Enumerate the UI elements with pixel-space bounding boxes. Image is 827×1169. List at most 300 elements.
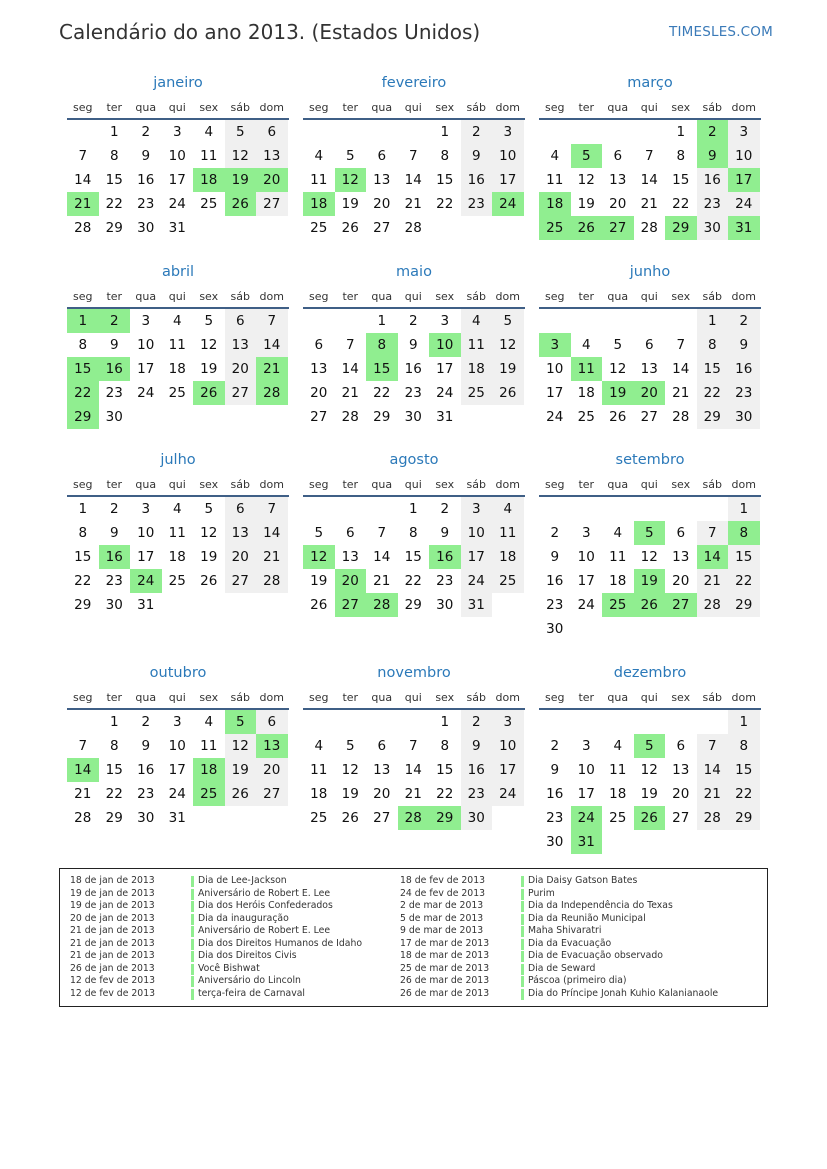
day-cell[interactable]: 11: [168, 525, 186, 541]
day-cell[interactable]: 6: [256, 710, 288, 734]
day-cell[interactable]: 4: [492, 497, 524, 521]
day-cell[interactable]: 22: [697, 381, 729, 405]
day-cell[interactable]: 23: [137, 196, 155, 212]
day-cell[interactable]: 27: [256, 782, 288, 806]
day-cell[interactable]: 7: [345, 337, 355, 353]
day-cell[interactable]: 11: [168, 337, 186, 353]
day-cell[interactable]: 14: [74, 172, 92, 188]
day-cell[interactable]: 2: [550, 525, 560, 541]
day-cell[interactable]: 24: [168, 196, 186, 212]
holiday-day-cell[interactable]: 28: [398, 806, 430, 830]
day-cell[interactable]: 2: [728, 309, 760, 333]
day-cell[interactable]: 9: [550, 762, 560, 778]
day-cell[interactable]: 25: [168, 573, 186, 589]
day-cell[interactable]: 11: [461, 333, 493, 357]
day-cell[interactable]: 19: [310, 573, 328, 589]
day-cell[interactable]: 7: [676, 337, 686, 353]
day-cell[interactable]: 31: [168, 810, 186, 826]
holiday-day-cell[interactable]: 25: [539, 216, 571, 240]
day-cell[interactable]: 1: [440, 124, 450, 140]
day-cell[interactable]: 9: [461, 734, 493, 758]
day-cell[interactable]: 18: [461, 357, 493, 381]
holiday-day-cell[interactable]: 8: [728, 521, 760, 545]
day-cell[interactable]: 22: [436, 786, 454, 802]
holiday-day-cell[interactable]: 29: [665, 216, 697, 240]
day-cell[interactable]: 27: [225, 381, 257, 405]
day-cell[interactable]: 3: [141, 313, 151, 329]
day-cell[interactable]: 21: [697, 569, 729, 593]
holiday-day-cell[interactable]: 16: [99, 357, 131, 381]
day-cell[interactable]: 14: [404, 762, 422, 778]
day-cell[interactable]: 24: [461, 569, 493, 593]
holiday-day-cell[interactable]: 12: [303, 545, 335, 569]
holiday-day-cell[interactable]: 21: [256, 357, 288, 381]
holiday-day-cell[interactable]: 22: [67, 381, 99, 405]
holiday-day-cell[interactable]: 26: [634, 593, 666, 617]
day-cell[interactable]: 23: [436, 573, 454, 589]
day-cell[interactable]: 7: [256, 497, 288, 521]
day-cell[interactable]: 22: [728, 782, 760, 806]
day-cell[interactable]: 11: [310, 762, 328, 778]
day-cell[interactable]: 6: [225, 309, 257, 333]
day-cell[interactable]: 12: [200, 337, 218, 353]
day-cell[interactable]: 3: [581, 525, 591, 541]
day-cell[interactable]: 13: [225, 521, 257, 545]
day-cell[interactable]: 13: [341, 549, 359, 565]
day-cell[interactable]: 22: [404, 573, 422, 589]
holiday-day-cell[interactable]: 26: [571, 216, 603, 240]
day-cell[interactable]: 9: [408, 337, 418, 353]
day-cell[interactable]: 25: [310, 810, 328, 826]
day-cell[interactable]: 19: [492, 357, 524, 381]
day-cell[interactable]: 22: [728, 569, 760, 593]
day-cell[interactable]: 29: [728, 806, 760, 830]
day-cell[interactable]: 7: [256, 309, 288, 333]
day-cell[interactable]: 24: [168, 786, 186, 802]
holiday-day-cell[interactable]: 24: [492, 192, 524, 216]
day-cell[interactable]: 27: [225, 569, 257, 593]
day-cell[interactable]: 16: [546, 573, 564, 589]
holiday-day-cell[interactable]: 19: [634, 569, 666, 593]
holiday-day-cell[interactable]: 3: [539, 333, 571, 357]
day-cell[interactable]: 1: [676, 124, 686, 140]
day-cell[interactable]: 18: [168, 549, 186, 565]
day-cell[interactable]: 8: [109, 148, 119, 164]
day-cell[interactable]: 9: [550, 549, 560, 565]
day-cell[interactable]: 14: [697, 758, 729, 782]
day-cell[interactable]: 27: [373, 810, 391, 826]
day-cell[interactable]: 2: [109, 501, 119, 517]
day-cell[interactable]: 22: [436, 196, 454, 212]
day-cell[interactable]: 16: [546, 786, 564, 802]
day-cell[interactable]: 19: [200, 549, 218, 565]
day-cell[interactable]: 8: [109, 738, 119, 754]
day-cell[interactable]: 25: [577, 409, 595, 425]
day-cell[interactable]: 6: [256, 120, 288, 144]
day-cell[interactable]: 1: [109, 714, 119, 730]
day-cell[interactable]: 3: [440, 313, 450, 329]
holiday-day-cell[interactable]: 5: [634, 734, 666, 758]
day-cell[interactable]: 26: [225, 782, 257, 806]
holiday-day-cell[interactable]: 15: [67, 357, 99, 381]
day-cell[interactable]: 26: [341, 810, 359, 826]
day-cell[interactable]: 2: [408, 313, 418, 329]
day-cell[interactable]: 1: [109, 124, 119, 140]
holiday-day-cell[interactable]: 18: [193, 758, 225, 782]
day-cell[interactable]: 10: [461, 521, 493, 545]
day-cell[interactable]: 22: [373, 385, 391, 401]
day-cell[interactable]: 6: [613, 148, 623, 164]
day-cell[interactable]: 4: [314, 148, 324, 164]
holiday-day-cell[interactable]: 28: [366, 593, 398, 617]
day-cell[interactable]: 15: [728, 545, 760, 569]
day-cell[interactable]: 30: [105, 597, 123, 613]
day-cell[interactable]: 28: [404, 220, 422, 236]
day-cell[interactable]: 16: [728, 357, 760, 381]
day-cell[interactable]: 23: [404, 385, 422, 401]
day-cell[interactable]: 20: [672, 573, 690, 589]
holiday-day-cell[interactable]: 27: [665, 593, 697, 617]
day-cell[interactable]: 16: [137, 762, 155, 778]
day-cell[interactable]: 23: [105, 385, 123, 401]
day-cell[interactable]: 28: [74, 810, 92, 826]
day-cell[interactable]: 5: [492, 309, 524, 333]
day-cell[interactable]: 27: [640, 409, 658, 425]
day-cell[interactable]: 30: [137, 220, 155, 236]
day-cell[interactable]: 30: [404, 409, 422, 425]
day-cell[interactable]: 29: [105, 220, 123, 236]
day-cell[interactable]: 9: [141, 738, 151, 754]
day-cell[interactable]: 5: [204, 313, 214, 329]
day-cell[interactable]: 12: [200, 525, 218, 541]
day-cell[interactable]: 15: [728, 758, 760, 782]
day-cell[interactable]: 10: [492, 144, 524, 168]
day-cell[interactable]: 10: [546, 361, 564, 377]
day-cell[interactable]: 18: [609, 573, 627, 589]
day-cell[interactable]: 10: [168, 148, 186, 164]
day-cell[interactable]: 29: [74, 597, 92, 613]
day-cell[interactable]: 27: [672, 810, 690, 826]
day-cell[interactable]: 1: [697, 309, 729, 333]
day-cell[interactable]: 26: [341, 220, 359, 236]
day-cell[interactable]: 14: [373, 549, 391, 565]
holiday-day-cell[interactable]: 20: [256, 168, 288, 192]
day-cell[interactable]: 7: [377, 525, 387, 541]
day-cell[interactable]: 21: [373, 573, 391, 589]
day-cell[interactable]: 30: [461, 806, 493, 830]
day-cell[interactable]: 28: [697, 593, 729, 617]
day-cell[interactable]: 2: [440, 501, 450, 517]
day-cell[interactable]: 18: [492, 545, 524, 569]
day-cell[interactable]: 15: [436, 172, 454, 188]
day-cell[interactable]: 21: [341, 385, 359, 401]
day-cell[interactable]: 28: [697, 806, 729, 830]
day-cell[interactable]: 6: [676, 525, 686, 541]
holiday-day-cell[interactable]: 1: [67, 309, 99, 333]
day-cell[interactable]: 12: [225, 144, 257, 168]
day-cell[interactable]: 8: [728, 734, 760, 758]
holiday-day-cell[interactable]: 18: [193, 168, 225, 192]
day-cell[interactable]: 13: [672, 762, 690, 778]
day-cell[interactable]: 9: [461, 144, 493, 168]
day-cell[interactable]: 13: [373, 762, 391, 778]
day-cell[interactable]: 5: [314, 525, 324, 541]
day-cell[interactable]: 25: [492, 569, 524, 593]
holiday-day-cell[interactable]: 15: [366, 357, 398, 381]
day-cell[interactable]: 13: [672, 549, 690, 565]
day-cell[interactable]: 10: [168, 738, 186, 754]
day-cell[interactable]: 8: [440, 738, 450, 754]
day-cell[interactable]: 23: [546, 810, 564, 826]
day-cell[interactable]: 23: [105, 573, 123, 589]
day-cell[interactable]: 3: [141, 501, 151, 517]
day-cell[interactable]: 17: [577, 786, 595, 802]
day-cell[interactable]: 23: [546, 597, 564, 613]
day-cell[interactable]: 22: [105, 196, 123, 212]
day-cell[interactable]: 11: [200, 738, 218, 754]
day-cell[interactable]: 22: [672, 196, 690, 212]
holiday-day-cell[interactable]: 28: [256, 381, 288, 405]
day-cell[interactable]: 7: [697, 521, 729, 545]
day-cell[interactable]: 9: [109, 525, 119, 541]
day-cell[interactable]: 10: [137, 525, 155, 541]
day-cell[interactable]: 23: [137, 786, 155, 802]
day-cell[interactable]: 17: [168, 172, 186, 188]
day-cell[interactable]: 11: [310, 172, 328, 188]
day-cell[interactable]: 3: [492, 710, 524, 734]
day-cell[interactable]: 20: [256, 758, 288, 782]
day-cell[interactable]: 25: [609, 810, 627, 826]
day-cell[interactable]: 10: [577, 549, 595, 565]
day-cell[interactable]: 6: [676, 738, 686, 754]
day-cell[interactable]: 28: [256, 569, 288, 593]
holiday-day-cell[interactable]: 14: [67, 758, 99, 782]
holiday-day-cell[interactable]: 26: [225, 192, 257, 216]
day-cell[interactable]: 17: [492, 758, 524, 782]
day-cell[interactable]: 17: [546, 385, 564, 401]
day-cell[interactable]: 13: [373, 172, 391, 188]
day-cell[interactable]: 12: [640, 549, 658, 565]
day-cell[interactable]: 11: [200, 148, 218, 164]
day-cell[interactable]: 4: [613, 525, 623, 541]
day-cell[interactable]: 10: [728, 144, 760, 168]
day-cell[interactable]: 9: [728, 333, 760, 357]
day-cell[interactable]: 4: [204, 714, 214, 730]
day-cell[interactable]: 21: [74, 786, 92, 802]
day-cell[interactable]: 2: [461, 710, 493, 734]
day-cell[interactable]: 1: [78, 501, 88, 517]
day-cell[interactable]: 20: [225, 545, 257, 569]
day-cell[interactable]: 7: [408, 148, 418, 164]
day-cell[interactable]: 18: [577, 385, 595, 401]
holiday-day-cell[interactable]: 19: [602, 381, 634, 405]
day-cell[interactable]: 2: [461, 120, 493, 144]
holiday-day-cell[interactable]: 21: [67, 192, 99, 216]
day-cell[interactable]: 24: [577, 597, 595, 613]
day-cell[interactable]: 29: [697, 405, 729, 429]
day-cell[interactable]: 14: [341, 361, 359, 377]
day-cell[interactable]: 31: [168, 220, 186, 236]
day-cell[interactable]: 18: [609, 786, 627, 802]
day-cell[interactable]: 11: [609, 762, 627, 778]
day-cell[interactable]: 30: [546, 834, 564, 850]
day-cell[interactable]: 20: [373, 786, 391, 802]
day-cell[interactable]: 16: [404, 361, 422, 377]
day-cell[interactable]: 1: [440, 714, 450, 730]
day-cell[interactable]: 7: [78, 738, 88, 754]
day-cell[interactable]: 14: [404, 172, 422, 188]
holiday-day-cell[interactable]: 26: [193, 381, 225, 405]
day-cell[interactable]: 29: [404, 597, 422, 613]
day-cell[interactable]: 23: [461, 782, 493, 806]
day-cell[interactable]: 27: [310, 409, 328, 425]
day-cell[interactable]: 21: [672, 385, 690, 401]
day-cell[interactable]: 3: [728, 120, 760, 144]
holiday-day-cell[interactable]: 16: [99, 545, 131, 569]
day-cell[interactable]: 3: [492, 120, 524, 144]
day-cell[interactable]: 3: [581, 738, 591, 754]
day-cell[interactable]: 6: [345, 525, 355, 541]
day-cell[interactable]: 19: [577, 196, 595, 212]
day-cell[interactable]: 29: [373, 409, 391, 425]
day-cell[interactable]: 7: [408, 738, 418, 754]
holiday-day-cell[interactable]: 29: [429, 806, 461, 830]
day-cell[interactable]: 30: [697, 216, 729, 240]
day-cell[interactable]: 8: [697, 333, 729, 357]
day-cell[interactable]: 28: [74, 220, 92, 236]
day-cell[interactable]: 16: [461, 168, 493, 192]
day-cell[interactable]: 4: [172, 501, 182, 517]
day-cell[interactable]: 24: [137, 385, 155, 401]
day-cell[interactable]: 24: [492, 782, 524, 806]
holiday-day-cell[interactable]: 5: [225, 710, 257, 734]
day-cell[interactable]: 3: [461, 497, 493, 521]
day-cell[interactable]: 26: [609, 409, 627, 425]
day-cell[interactable]: 12: [640, 762, 658, 778]
day-cell[interactable]: 12: [492, 333, 524, 357]
day-cell[interactable]: 16: [137, 172, 155, 188]
holiday-day-cell[interactable]: 26: [634, 806, 666, 830]
day-cell[interactable]: 26: [200, 573, 218, 589]
day-cell[interactable]: 6: [314, 337, 324, 353]
day-cell[interactable]: 17: [436, 361, 454, 377]
holiday-day-cell[interactable]: 2: [697, 120, 729, 144]
day-cell[interactable]: 13: [256, 144, 288, 168]
day-cell[interactable]: 15: [105, 172, 123, 188]
day-cell[interactable]: 22: [105, 786, 123, 802]
day-cell[interactable]: 13: [609, 172, 627, 188]
day-cell[interactable]: 2: [141, 124, 151, 140]
day-cell[interactable]: 13: [310, 361, 328, 377]
day-cell[interactable]: 11: [546, 172, 564, 188]
day-cell[interactable]: 17: [461, 545, 493, 569]
holiday-day-cell[interactable]: 5: [571, 144, 603, 168]
holiday-day-cell[interactable]: 25: [602, 593, 634, 617]
day-cell[interactable]: 22: [74, 573, 92, 589]
day-cell[interactable]: 24: [546, 409, 564, 425]
day-cell[interactable]: 10: [492, 734, 524, 758]
day-cell[interactable]: 30: [137, 810, 155, 826]
day-cell[interactable]: 3: [172, 124, 182, 140]
day-cell[interactable]: 27: [373, 220, 391, 236]
day-cell[interactable]: 20: [310, 385, 328, 401]
holiday-day-cell[interactable]: 27: [602, 216, 634, 240]
day-cell[interactable]: 5: [204, 501, 214, 517]
holiday-day-cell[interactable]: 31: [728, 216, 760, 240]
day-cell[interactable]: 6: [644, 337, 654, 353]
day-cell[interactable]: 16: [697, 168, 729, 192]
holiday-day-cell[interactable]: 20: [335, 569, 367, 593]
day-cell[interactable]: 4: [550, 148, 560, 164]
day-cell[interactable]: 25: [461, 381, 493, 405]
day-cell[interactable]: 25: [310, 220, 328, 236]
holiday-day-cell[interactable]: 11: [571, 357, 603, 381]
day-cell[interactable]: 4: [461, 309, 493, 333]
day-cell[interactable]: 15: [404, 549, 422, 565]
day-cell[interactable]: 24: [728, 192, 760, 216]
day-cell[interactable]: 21: [697, 782, 729, 806]
day-cell[interactable]: 7: [644, 148, 654, 164]
day-cell[interactable]: 6: [377, 148, 387, 164]
day-cell[interactable]: 3: [172, 714, 182, 730]
day-cell[interactable]: 19: [640, 786, 658, 802]
day-cell[interactable]: 19: [341, 196, 359, 212]
day-cell[interactable]: 17: [137, 361, 155, 377]
holiday-day-cell[interactable]: 24: [571, 806, 603, 830]
day-cell[interactable]: 23: [728, 381, 760, 405]
day-cell[interactable]: 30: [546, 621, 564, 637]
day-cell[interactable]: 17: [577, 573, 595, 589]
holiday-day-cell[interactable]: 17: [728, 168, 760, 192]
day-cell[interactable]: 14: [256, 333, 288, 357]
day-cell[interactable]: 26: [492, 381, 524, 405]
day-cell[interactable]: 20: [609, 196, 627, 212]
holiday-day-cell[interactable]: 2: [99, 309, 131, 333]
day-cell[interactable]: 21: [640, 196, 658, 212]
day-cell[interactable]: 29: [105, 810, 123, 826]
day-cell[interactable]: 26: [310, 597, 328, 613]
day-cell[interactable]: 15: [105, 762, 123, 778]
day-cell[interactable]: 30: [728, 405, 760, 429]
day-cell[interactable]: 23: [461, 192, 493, 216]
day-cell[interactable]: 15: [697, 357, 729, 381]
day-cell[interactable]: 1: [728, 710, 760, 734]
holiday-day-cell[interactable]: 24: [130, 569, 162, 593]
day-cell[interactable]: 8: [440, 148, 450, 164]
day-cell[interactable]: 19: [225, 758, 257, 782]
day-cell[interactable]: 8: [676, 148, 686, 164]
day-cell[interactable]: 12: [609, 361, 627, 377]
holiday-day-cell[interactable]: 18: [303, 192, 335, 216]
holiday-day-cell[interactable]: 18: [539, 192, 571, 216]
day-cell[interactable]: 17: [168, 762, 186, 778]
day-cell[interactable]: 24: [436, 385, 454, 401]
day-cell[interactable]: 31: [461, 593, 493, 617]
day-cell[interactable]: 2: [141, 714, 151, 730]
day-cell[interactable]: 31: [137, 597, 155, 613]
holiday-day-cell[interactable]: 27: [335, 593, 367, 617]
day-cell[interactable]: 31: [436, 409, 454, 425]
day-cell[interactable]: 5: [345, 148, 355, 164]
day-cell[interactable]: 4: [314, 738, 324, 754]
day-cell[interactable]: 29: [728, 593, 760, 617]
day-cell[interactable]: 21: [404, 196, 422, 212]
day-cell[interactable]: 10: [577, 762, 595, 778]
holiday-day-cell[interactable]: 19: [225, 168, 257, 192]
holiday-day-cell[interactable]: 8: [366, 333, 398, 357]
day-cell[interactable]: 18: [168, 361, 186, 377]
day-cell[interactable]: 14: [640, 172, 658, 188]
